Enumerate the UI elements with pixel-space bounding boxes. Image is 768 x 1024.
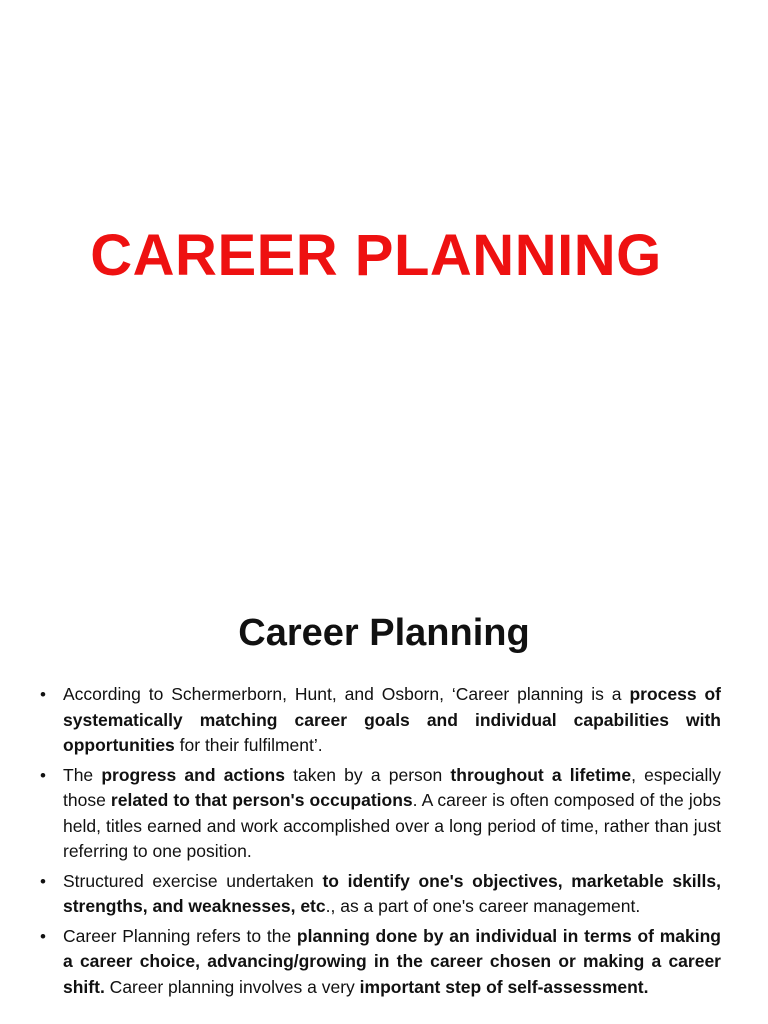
bullet-item xyxy=(38,763,721,865)
bullet-text: . A career is often composed of the jobs held, titles earned and work accomplished over a long period of time, rather than just referring to one position. xyxy=(63,790,721,861)
bullet-text: for their fulfilment’. xyxy=(174,735,323,755)
bullet-text: According to Schermerborn, Hunt, and Osborn, ‘Career planning is a xyxy=(63,684,630,704)
bullet-bold-text: throughout a lifetime xyxy=(450,764,632,785)
bullet-item xyxy=(38,924,721,1001)
bullet-bold-text: planning done by an individual in terms of making a career choice, advancing/growing in the career chosen or making a career shift. xyxy=(63,925,721,997)
slide-heading: Career Planning xyxy=(238,612,530,654)
bullet-text: taken by a person xyxy=(284,764,451,785)
bullet-text: The xyxy=(63,764,102,785)
bullet-item xyxy=(38,682,721,759)
bullet-text: Career planning involves a very xyxy=(104,976,360,997)
bullet-item xyxy=(38,869,721,920)
bullet-bold-text: important step of self-assessment. xyxy=(359,976,649,997)
bullet-list xyxy=(38,682,721,1004)
content-slide xyxy=(0,576,768,1024)
bullet-bold-text: process of systematically matching career goals and individual capabilities with opportunities xyxy=(63,684,721,755)
bullet-bold-text: progress and actions xyxy=(101,764,285,785)
bullet-text: Career Planning refers to the xyxy=(63,925,297,946)
bullet-text: , especially those xyxy=(63,764,721,810)
bullet-bold-text: to identify one's objectives, marketable skills, strengths, and weaknesses, etc xyxy=(63,870,721,916)
bullet-bold-text: related to that person's occupations xyxy=(110,790,413,810)
bullet-text: Structured exercise undertaken xyxy=(63,870,323,891)
slide-title: CAREER PLANNING xyxy=(90,223,662,288)
bullet-text: ., as a part of one's career management. xyxy=(325,896,641,916)
